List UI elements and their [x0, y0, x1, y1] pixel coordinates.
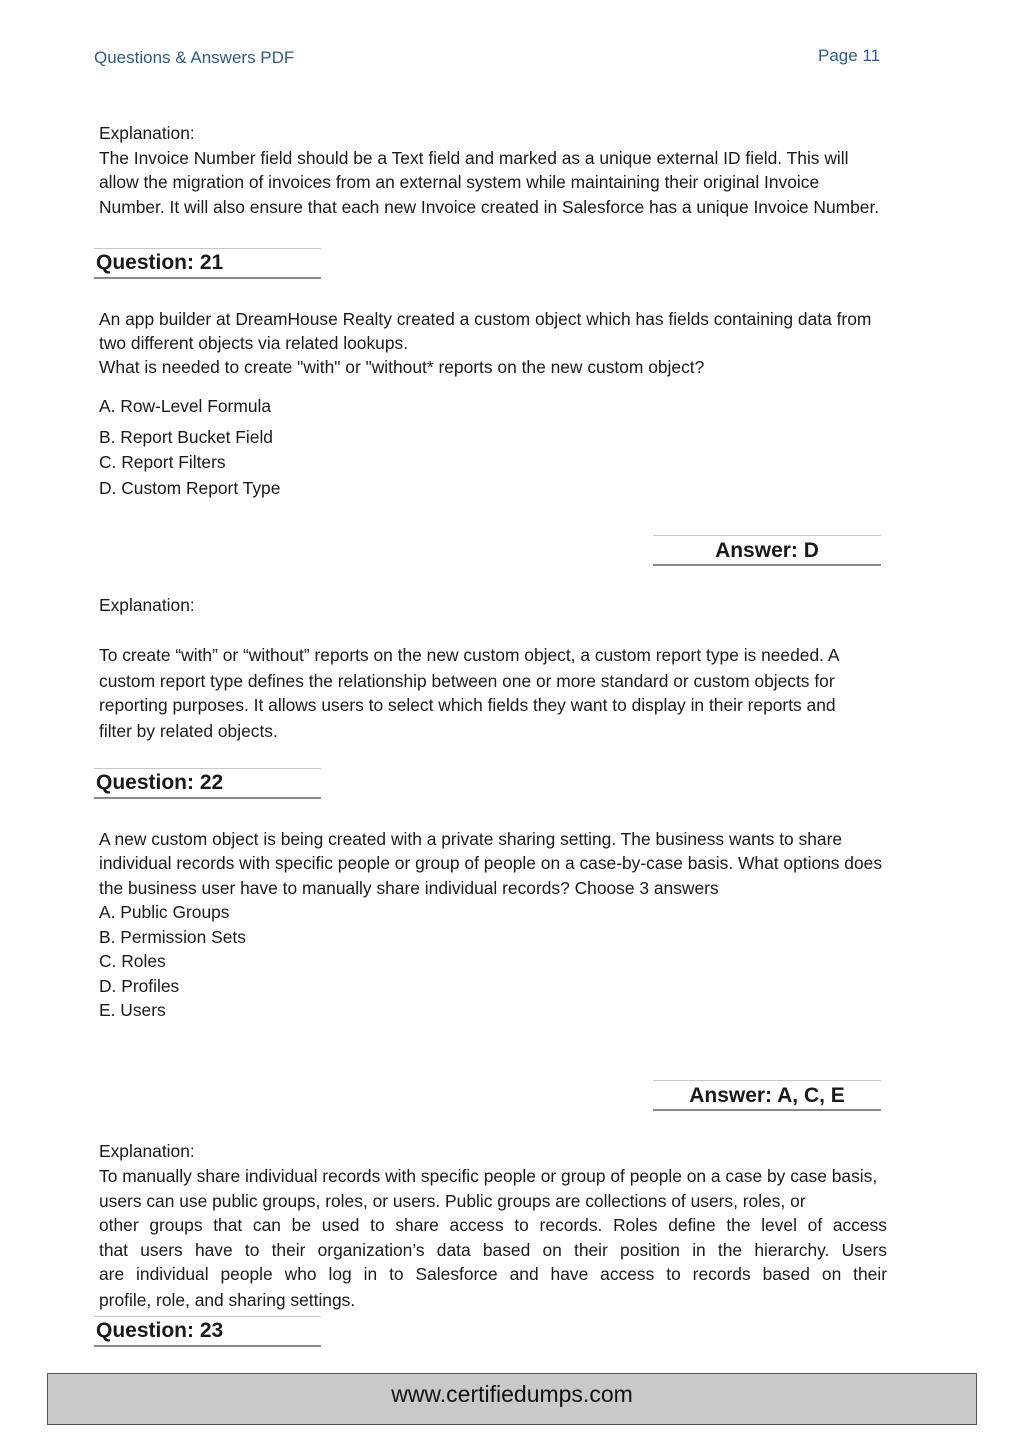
- option-e: E. Users: [99, 1000, 166, 1020]
- option-b: B. Report Bucket Field: [99, 427, 273, 447]
- option-b: B. Permission Sets: [99, 927, 246, 947]
- question-text-line: the business user have to manually share individual records? Choose 3 answers: [99, 878, 719, 898]
- explanation-line: that users have to their organization’s data based on their position in the hierarchy. Users: [99, 1240, 887, 1260]
- question-22-heading: [94, 768, 321, 799]
- question-21-heading: [94, 248, 321, 279]
- answer-22-box: [653, 1080, 881, 1111]
- question-text-line: individual records with specific people or group of people on a case-by-case basis. What options does: [99, 853, 883, 873]
- answer-text: Answer: D: [715, 539, 819, 562]
- option-c: C. Report Filters: [99, 452, 226, 472]
- question-text-line: two different objects via related lookups.: [99, 333, 409, 353]
- explanation-line: are individual people who log in to Salesforce and have access to records based on their: [99, 1264, 887, 1284]
- explanation-line: profile, role, and sharing settings.: [99, 1290, 356, 1310]
- question-text-line: A new custom object is being created with a private sharing setting. The business wants to share: [99, 829, 843, 849]
- question-title: Question: 21: [96, 251, 224, 274]
- question-title: Question: 22: [96, 771, 224, 794]
- option-d: D. Profiles: [99, 976, 180, 996]
- option-a: A. Row-Level Formula: [99, 396, 272, 416]
- explanation-label: Explanation:: [99, 1141, 195, 1161]
- footer-url[interactable]: www.certifiedumps.com: [391, 1381, 633, 1407]
- footer-banner: [47, 1373, 977, 1425]
- question-text-line: What is needed to create "with" or "without* reports on the new custom object?: [99, 357, 705, 377]
- option-a: A. Public Groups: [99, 902, 230, 922]
- answer-21-box: [653, 535, 881, 566]
- explanation-line: filter by related objects.: [99, 721, 278, 741]
- question-text-line: An app builder at DreamHouse Realty created a custom object which has fields containing data from: [99, 309, 872, 329]
- question-23-heading: [94, 1316, 321, 1347]
- option-d: D. Custom Report Type: [99, 478, 281, 498]
- explanation-line: reporting purposes. It allows users to select which fields they want to display in their reports and: [99, 695, 836, 715]
- document-header-title: Questions & Answers PDF: [94, 48, 295, 67]
- page-number: Page 11: [818, 46, 881, 65]
- question-title: Question: 23: [96, 1319, 224, 1342]
- explanation-line: users can use public groups, roles, or users. Public groups are collections of users, roles, or: [99, 1191, 806, 1211]
- explanation-label: Explanation:: [99, 595, 195, 615]
- explanation-line: The Invoice Number field should be a Text field and marked as a unique external ID field. This will: [99, 148, 849, 168]
- explanation-line: allow the migration of invoices from an external system while maintaining their original Invoice: [99, 172, 820, 192]
- explanation-label: Explanation:: [99, 123, 195, 143]
- answer-text: Answer: A, C, E: [689, 1084, 845, 1107]
- explanation-line: To create “with” or “without” reports on the new custom object, a custom report type is needed. A: [99, 645, 840, 665]
- explanation-line: To manually share individual records with specific people or group of people on a case by case basis,: [99, 1166, 878, 1186]
- explanation-line: other groups that can be used to share access to records. Roles define the level of access: [99, 1215, 887, 1235]
- explanation-line: custom report type defines the relationship between one or more standard or custom objects for: [99, 671, 835, 691]
- explanation-line: Number. It will also ensure that each new Invoice created in Salesforce has a unique Invoice Number.: [99, 197, 880, 217]
- option-c: C. Roles: [99, 951, 166, 971]
